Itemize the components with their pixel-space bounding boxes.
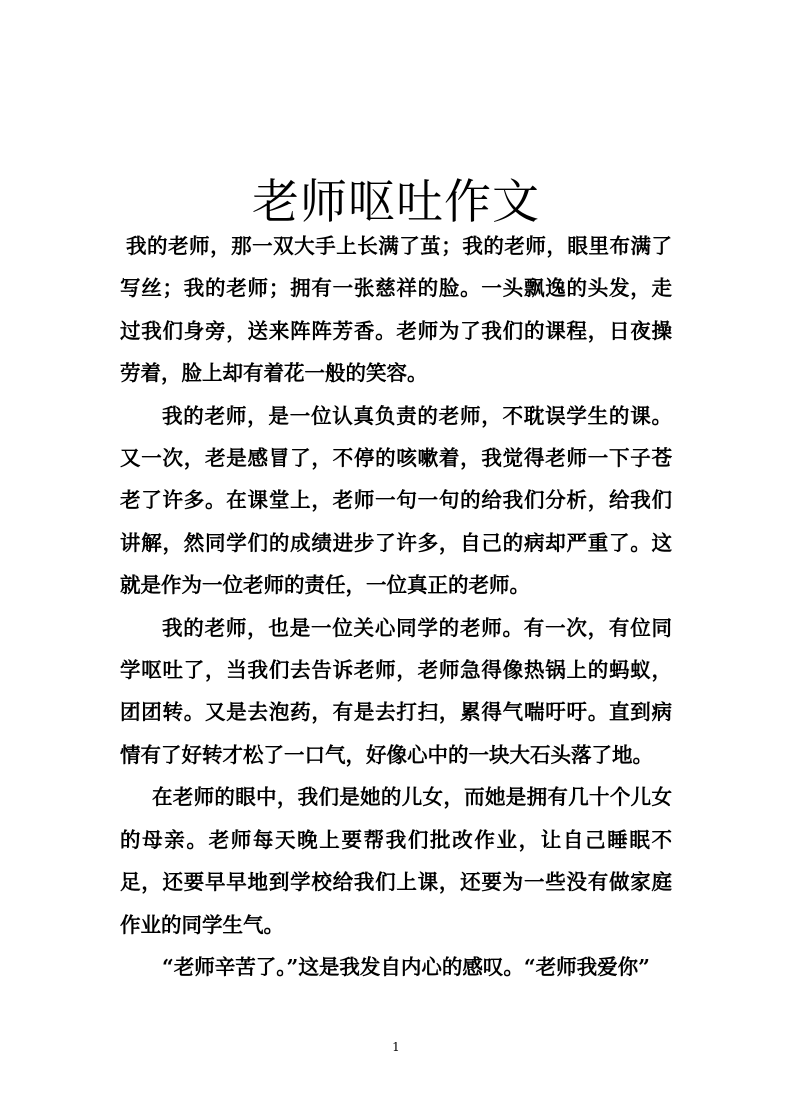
paragraph-1: 我的老师，那一双大手上长满了茧；我的老师，眼里布满了写丝；我的老师；拥有一张慈祥的脸。一头飘逸的头发，走过我们身旁，送来阵阵芳香。老师为了我们的课程，日夜操劳着，脸上却有着花一般的笑容。 [120,234,672,386]
paragraph-4: 在老师的眼中，我们是她的儿女，而她是拥有几十个儿女的母亲。老师每天晚上要帮我们批改作业，让自己睡眠不足，还要早早地到学校给我们上课，还要为一些没有做家庭作业的同学生气。 [120,785,672,937]
page-number: 1 [392,1040,400,1054]
essay-body [120,225,672,988]
paragraph-5: “老师辛苦了。”这是我发自内心的感叹。“老师我爱你” [162,954,650,979]
paragraph-2: 我的老师，是一位认真负责的老师，不耽误学生的课。又一次，老是感冒了，不停的咳嗽着，我觉得老师一下子苍老了许多。在课堂上，老师一句一句的给我们分析，给我们讲解，然同学们的成绩进步了许多，自己的病却严重了。这就是作为一位老师的责任，一位真正的老师。 [120,403,672,598]
paragraph-3: 我的老师，也是一位关心同学的老师。有一次，有位同学呕吐了，当我们去告诉老师，老师急得像热锅上的蚂蚁，团团转。又是去泡药，有是去打扫，累得气喘吁吁。直到病情有了好转才松了一口气，好像心中的一块大石头落了地。 [120,615,672,767]
page-title: 老师呕吐作文 [252,175,540,231]
